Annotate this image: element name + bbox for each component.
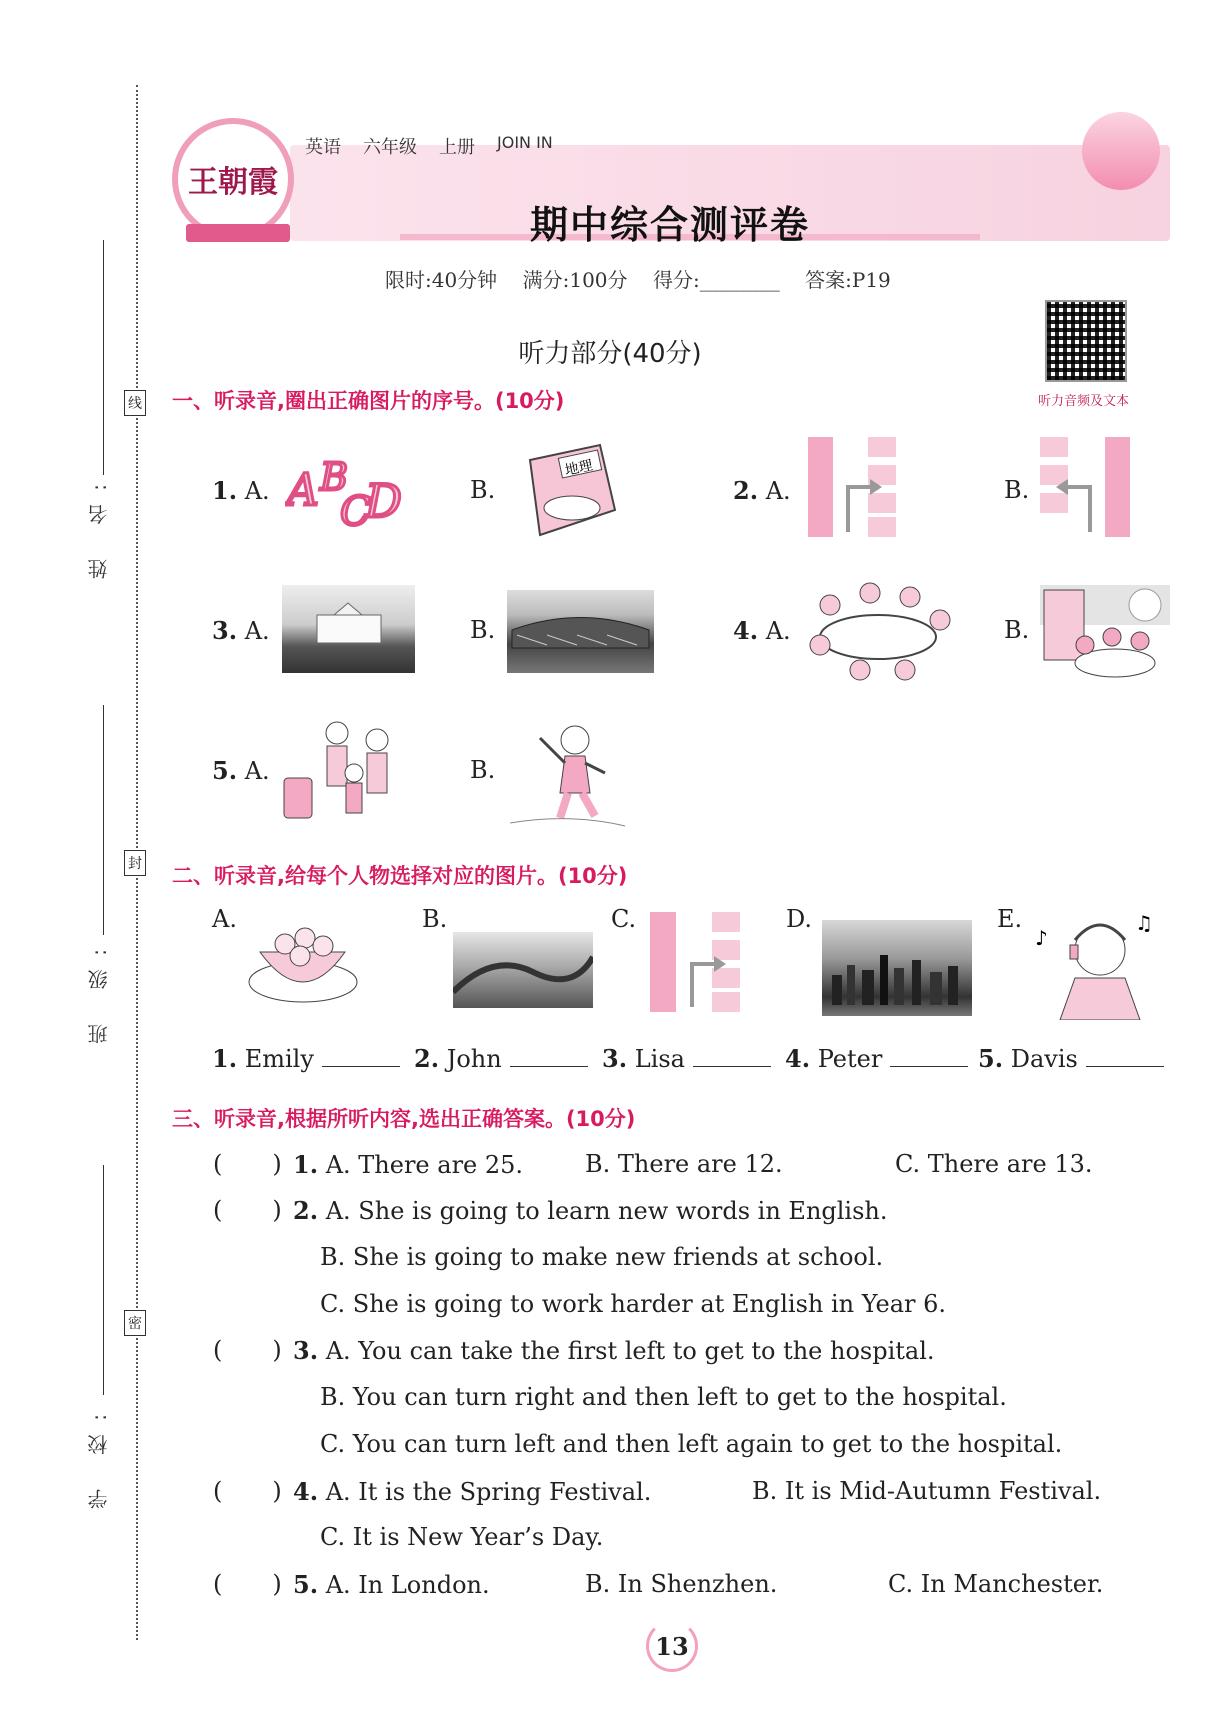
p3-q1-b: B. There are 12. [585,1150,783,1178]
turn-right-sign-icon[interactable] [650,912,742,1016]
part3-heading: 三、听录音,根据所听内容,选出正确答案。(10分) [172,1107,636,1131]
turn-right-sign-icon[interactable] [808,437,898,541]
answer-blank-1[interactable] [322,1046,400,1067]
part2-heading: 二、听录音,给每个人物选择对应的图片。(10分) [172,864,628,888]
breadcrumb [305,133,553,159]
answer-paren-5[interactable]: ( ) [213,1570,282,1598]
p3-q1-a: 1. A. There are 25. [293,1150,524,1179]
crumb-edition: JOIN IN [497,133,553,152]
q3-b-label: B. [470,616,496,644]
q1-a-label: 1. A. [212,476,270,505]
p3-q4-a: 4. A. It is the Spring Festival. [293,1477,652,1506]
sunset-decoration-icon [1082,112,1160,190]
q4-b-label: B. [1004,616,1030,644]
svg-text:♫: ♫ [1135,911,1153,935]
white-house-photo[interactable] [282,585,415,673]
q5-b-label: B. [470,756,496,784]
crumb-grade: 六年级 [363,137,417,158]
cut-mark-seal: 封 [124,850,146,876]
class-field[interactable] [103,705,104,935]
brand-logo [172,118,294,240]
p3-q3-a: 3. A. You can take the first left to get to the hospital. [293,1336,935,1365]
p2-person-1: 1. Emily [212,1044,400,1073]
school-label: 学 校: [87,1400,111,1510]
family-travel-icon[interactable] [282,718,407,832]
q2-b-label: B. [1004,476,1030,504]
city-skyline-photo[interactable] [822,920,972,1016]
p3-q2-a: 2. A. She is going to learn new words in English. [293,1196,888,1225]
p3-q2-b: B. She is going to make new friends at school. [320,1243,884,1271]
answer-blank-3[interactable] [693,1046,771,1067]
family-dinner-icon[interactable] [800,575,955,689]
q2-a-label: 2. A. [733,476,791,505]
page-number: 13 [646,1620,698,1672]
girl-listening-music-icon[interactable] [1030,910,1155,1024]
page-title: 期中综合测评卷 [529,203,810,247]
tangyuan-bowl-icon[interactable] [245,912,360,1011]
moon-festival-dinner-icon[interactable] [1040,585,1170,694]
p3-q5-b: B. In Shenzhen. [585,1570,778,1598]
class-label: 班 级: [87,935,111,1045]
p3-q5-c: C. In Manchester. [888,1570,1104,1598]
answer-paren-4[interactable]: ( ) [213,1477,282,1505]
cut-mark-line: 线 [124,390,146,416]
p2-person-2: 2. John [414,1044,588,1073]
p3-q1-c: C. There are 13. [895,1150,1093,1178]
answer-paren-2[interactable]: ( ) [213,1196,282,1224]
qr-caption: 听力音频及文本 [1038,394,1130,409]
book-title: 地理 [563,457,595,480]
p3-q5-a: 5. A. In London. [293,1570,490,1599]
logo-text: 王朝霞 [188,165,278,200]
qr-code-icon[interactable] [1045,300,1127,382]
crumb-volume: 上册 [439,137,475,158]
p2-option-a-label: A. [212,905,237,933]
school-field[interactable] [103,1165,104,1395]
svg-text:D: D [365,474,402,528]
q4-a-label: 4. A. [733,616,791,645]
p2-person-4: 4. Peter [785,1044,968,1073]
p3-q2-c: C. She is going to work harder at English in Year 6. [320,1290,947,1318]
p2-option-b-label: B. [422,905,448,933]
p3-q3-b: B. You can turn right and then left to get to the hospital. [320,1383,1007,1411]
svg-text:C: C [340,489,371,535]
great-wall-photo[interactable] [453,932,593,1008]
logo-ribbon [186,224,290,242]
girl-dancing-icon[interactable] [510,718,630,832]
answer-blank-2[interactable] [510,1046,588,1067]
answer-paren-1[interactable]: ( ) [213,1150,282,1178]
p3-q4-b: B. It is Mid-Autumn Festival. [752,1477,1102,1505]
abcd-letters-icon[interactable] [285,455,410,539]
p2-option-c-label: C. [611,905,637,933]
svg-text:♪: ♪ [1035,926,1048,950]
p2-person-5: 5. Davis [978,1044,1164,1073]
q5-a-label: 5. A. [212,756,270,785]
cut-mark-secret: 密 [124,1310,146,1336]
birds-nest-stadium-photo[interactable] [507,590,654,673]
part1-heading: 一、听录音,圈出正确图片的序号。(10分) [172,389,565,413]
p3-q4-c: C. It is New Year’s Day. [320,1523,604,1551]
answer-paren-3[interactable]: ( ) [213,1336,282,1364]
name-label: 姓 名: [87,470,111,580]
listening-section-title: 听力部分(40分) [518,339,702,369]
crumb-subject: 英语 [305,137,341,158]
geography-book-icon[interactable] [510,440,620,544]
answer-blank-4[interactable] [890,1046,968,1067]
p3-q3-c: C. You can turn left and then left again to get to the hospital. [320,1430,1063,1458]
p2-option-d-label: D. [786,905,813,933]
turn-left-sign-icon[interactable] [1040,437,1130,541]
p2-option-e-label: E. [997,905,1023,933]
exam-meta: 限时:40分钟 满分:100分 得分:________ 答案:P19 [385,268,891,292]
q3-a-label: 3. A. [212,616,270,645]
p2-person-3: 3. Lisa [602,1044,771,1073]
svg-text:B: B [320,455,348,499]
q1-b-label: B. [470,476,496,504]
name-field[interactable] [103,240,104,475]
svg-text:A: A [287,465,319,516]
answer-blank-5[interactable] [1086,1046,1164,1067]
